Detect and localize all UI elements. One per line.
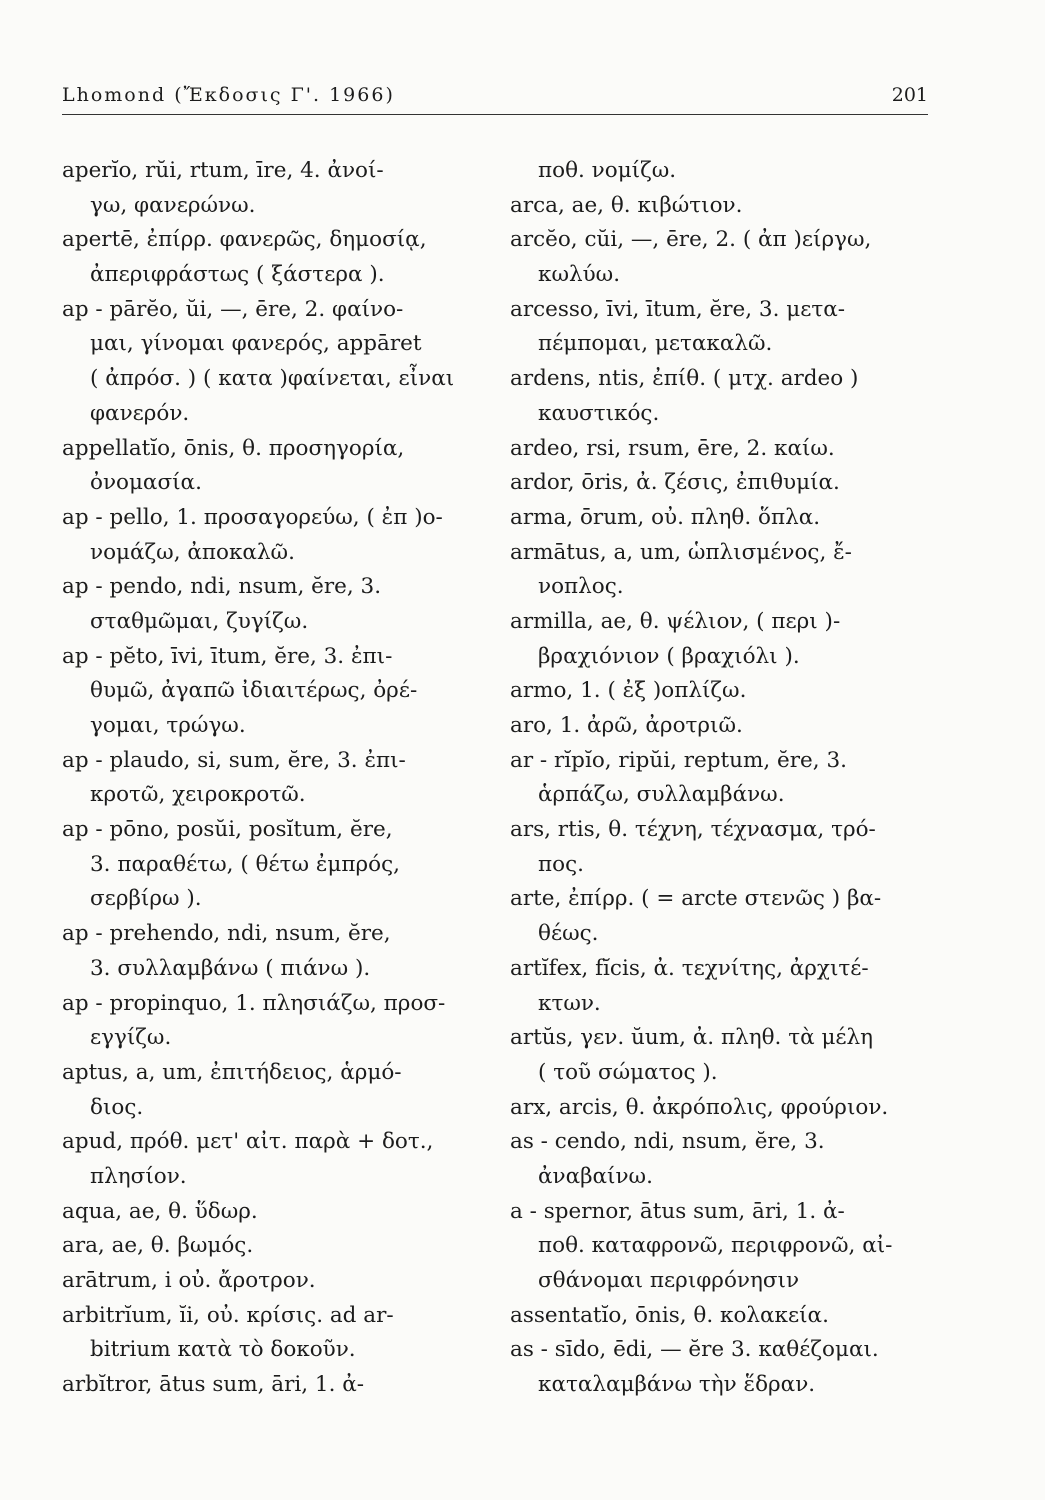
dictionary-column-left xyxy=(62,154,492,1403)
entry-line: καυστικός. xyxy=(538,400,660,426)
entry-line: arma, ōrum, οὐ. πληθ. ὅπλα. xyxy=(510,504,821,530)
header-title: Lhomond (Ἔκδοσις Γ'. 1966) xyxy=(62,84,395,106)
entry-line: arcĕo, cŭi, —, ēre, 2. ( ἀπ )είργω, xyxy=(510,227,872,253)
entry-line: καταλαμβάνω τὴν ἕδραν. xyxy=(538,1372,816,1398)
entry-line: βραχιόνιον ( βραχιόλι ). xyxy=(538,643,800,669)
entry-line: appellatĭo, ōnis, θ. προσηγορία, xyxy=(62,435,405,461)
entry-line: μαι, γίνομαι φανερός, appāret xyxy=(90,331,422,357)
entry-line: θέως. xyxy=(538,921,599,947)
entry-line: apud, πρόθ. μετ' αἰτ. παρὰ + δοτ., xyxy=(62,1129,434,1155)
entry-line: ποθ. νομίζω. xyxy=(538,158,677,183)
entry-line: πος. xyxy=(538,851,584,877)
entry-line: ap - plaudo, si, sum, ĕre, 3. ἐπι- xyxy=(62,747,406,773)
entry-line: 3. συλλαμβάνω ( πιάνω ). xyxy=(90,955,371,981)
entry-line: θυμῶ, ἀγαπῶ ἰδιαιτέρως, ὀρέ- xyxy=(90,678,418,704)
entry-line: εγγίζω. xyxy=(90,1025,172,1051)
entry-line: νοπλος. xyxy=(538,574,624,600)
entry-line: πέμπομαι, μετακαλῶ. xyxy=(538,331,773,357)
entry-line: armilla, ae, θ. ψέλιον, ( περι )- xyxy=(510,608,841,634)
entry-line: ardor, ōris, ἀ. ζέσις, ἐπιθυμία. xyxy=(510,470,840,496)
entry-line: νομάζω, ἀποκαλῶ. xyxy=(90,539,295,565)
entry-line: ap - pārĕo, ŭi, —, ēre, 2. φαίνο- xyxy=(62,296,404,322)
entry-line: γω, φανερώνω. xyxy=(90,192,256,218)
entry-line: a - spernor, ātus sum, āri, 1. ἀ- xyxy=(510,1198,845,1224)
entry-line: as - cendo, ndi, nsum, ĕre, 3. xyxy=(510,1129,825,1155)
entry-line: arte, ἐπίρρ. ( = arcte στενῶς ) βα- xyxy=(510,886,882,912)
entry-line: ἀναβαίνω. xyxy=(538,1163,653,1189)
entry-line: apertē, ἐπίρρ. φανερῶς, δημοσίᾳ, xyxy=(62,227,427,253)
entry-line: ἁρπάζω, συλλαμβάνω. xyxy=(538,782,785,808)
entry-line: σταθμῶμαι, ζυγίζω. xyxy=(90,608,309,634)
entry-line: ap - prehendo, ndi, nsum, ĕre, xyxy=(62,921,391,947)
entry-line: ardeo, rsi, rsum, ēre, 2. καίω. xyxy=(510,435,835,461)
entry-line: ara, ae, θ. βωμός. xyxy=(62,1233,254,1259)
entry-line: artĭfex, fĭcis, ἀ. τεχνίτης, ἀρχιτέ- xyxy=(510,955,869,981)
entry-line: κωλύω. xyxy=(538,262,621,288)
entry-line: ap - pello, 1. προσαγορεύω, ( ἐπ )ο- xyxy=(62,504,443,530)
entry-line: arx, arcis, θ. ἀκρόπολις, φρούριον. xyxy=(510,1094,889,1120)
running-header xyxy=(62,80,928,115)
entry-line: ars, rtis, θ. τέχνη, τέχνασμα, τρό- xyxy=(510,817,876,843)
entry-line: as - sīdo, ēdi, — ĕre 3. καθέζομαι. xyxy=(510,1337,879,1363)
entry-line: διος. xyxy=(90,1094,144,1120)
entry-line: arbitrĭum, ĭi, οὐ. κρίσις. ad ar- xyxy=(62,1302,394,1328)
page-number: 201 xyxy=(891,84,928,106)
entry-line: ap - pendo, ndi, nsum, ĕre, 3. xyxy=(62,574,382,600)
entry-line: ὀνομασία. xyxy=(90,470,202,496)
entry-line: πλησίον. xyxy=(90,1163,187,1189)
entry-line: ap - pōno, posŭi, posĭtum, ĕre, xyxy=(62,817,393,843)
entry-line: aptus, a, um, ἐπιτήδειος, ἁρμό- xyxy=(62,1059,402,1085)
entry-line: ar - rĭpĭo, ripŭi, reptum, ĕre, 3. xyxy=(510,747,847,773)
entry-line: artŭs, γεν. ŭum, ἀ. πληθ. τὰ μέλη xyxy=(510,1025,874,1051)
entry-line: aqua, ae, θ. ὕδωρ. xyxy=(62,1198,258,1224)
entry-line: assentatĭo, ōnis, θ. κολακεία. xyxy=(510,1302,829,1328)
entry-line: ( τοῦ σώματος ). xyxy=(538,1059,718,1085)
entry-line: ( ἀπρόσ. ) ( κατα )φαίνεται, εἶναι xyxy=(90,366,455,392)
entry-line: κτων. xyxy=(538,990,601,1016)
entry-line: arbĭtror, ātus sum, āri, 1. ἀ- xyxy=(62,1372,365,1398)
entry-line: bitrium κατὰ τὸ δοκοῦν. xyxy=(90,1337,356,1363)
entry-line: armo, 1. ( ἐξ )οπλίζω. xyxy=(510,678,747,704)
entry-line: σθάνομαι περιφρόνησιν xyxy=(538,1268,800,1293)
entry-line: aperĭo, rŭi, rtum, īre, 4. ἀνοί- xyxy=(62,158,384,183)
entry-line: κροτῶ, χειροκροτῶ. xyxy=(90,782,306,808)
entry-line: aro, 1. ἀρῶ, ἀροτριῶ. xyxy=(510,713,743,738)
entry-line: φανερόν. xyxy=(90,400,190,426)
entry-line: ap - pĕto, īvi, ītum, ĕre, 3. ἐπι- xyxy=(62,643,393,669)
entry-line: 3. παραθέτω, ( θέτω ἐμπρός, xyxy=(90,851,400,877)
entry-line: armātus, a, um, ὡπλισμένος, ἔ- xyxy=(510,539,852,565)
entry-line: γομαι, τρώγω. xyxy=(90,713,246,738)
entry-line: ποθ. καταφρονῶ, περιφρονῶ, αἰ- xyxy=(538,1233,893,1259)
entry-line: ardens, ntis, ἐπίθ. ( μτχ. ardeo ) xyxy=(510,366,859,392)
dictionary-column-right xyxy=(510,154,935,1403)
entry-line: σερβίρω ). xyxy=(90,886,202,912)
entry-line: arca, ae, θ. κιβώτιον. xyxy=(510,192,743,218)
entry-line: arcesso, īvi, ītum, ĕre, 3. μετα- xyxy=(510,296,846,322)
entry-line: arātrum, i οὐ. ἄροτρον. xyxy=(62,1268,316,1293)
entry-line: ἀπεριφράστως ( ξάστερα ). xyxy=(90,262,385,288)
entry-line: ap - propinquo, 1. πλησιάζω, προσ- xyxy=(62,990,446,1016)
